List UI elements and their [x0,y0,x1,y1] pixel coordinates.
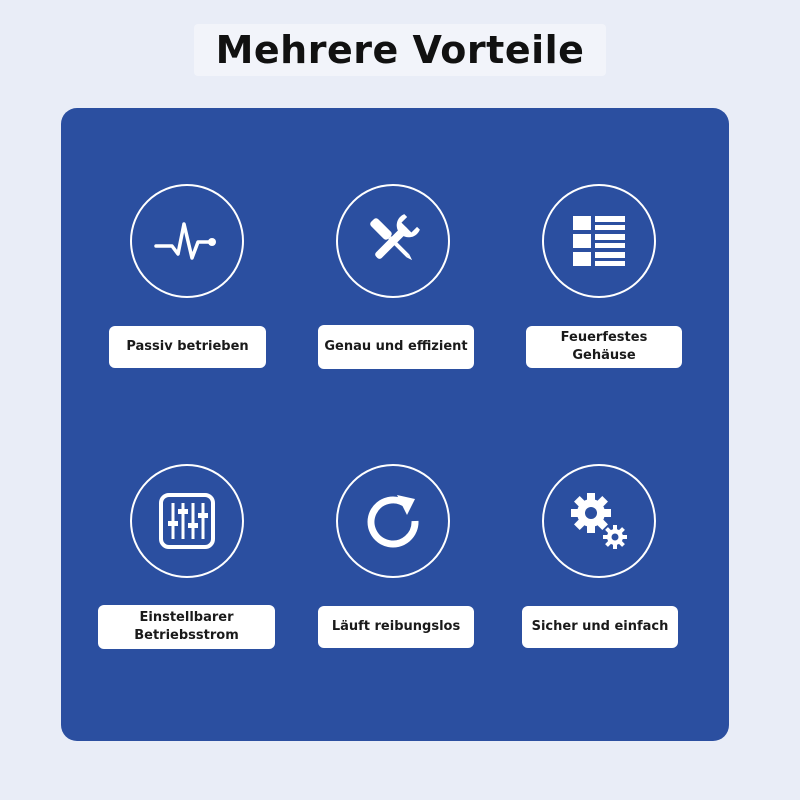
heartbeat-icon [130,184,244,298]
title-wrapper [0,0,800,100]
gears-icon [542,464,656,578]
title-box [194,24,607,76]
list-grid-icon [542,184,656,298]
refresh-icon [336,464,450,578]
feature-label-6: Sicher und einfach [522,606,678,648]
sliders-icon [130,464,244,578]
feature-label-1: Passiv betrieben [109,326,266,368]
feature-label-3: Feuerfestes Gehäuse [526,326,682,368]
feature-label-2: Genau und effizient [318,325,474,369]
feature-label-4: Einstellbarer Betriebsstrom [98,605,275,649]
wrench-screwdriver-icon [336,184,450,298]
feature-label-5: Läuft reibungslos [318,606,474,648]
features-panel [61,108,729,741]
page-title: Mehrere Vorteile [215,28,585,72]
